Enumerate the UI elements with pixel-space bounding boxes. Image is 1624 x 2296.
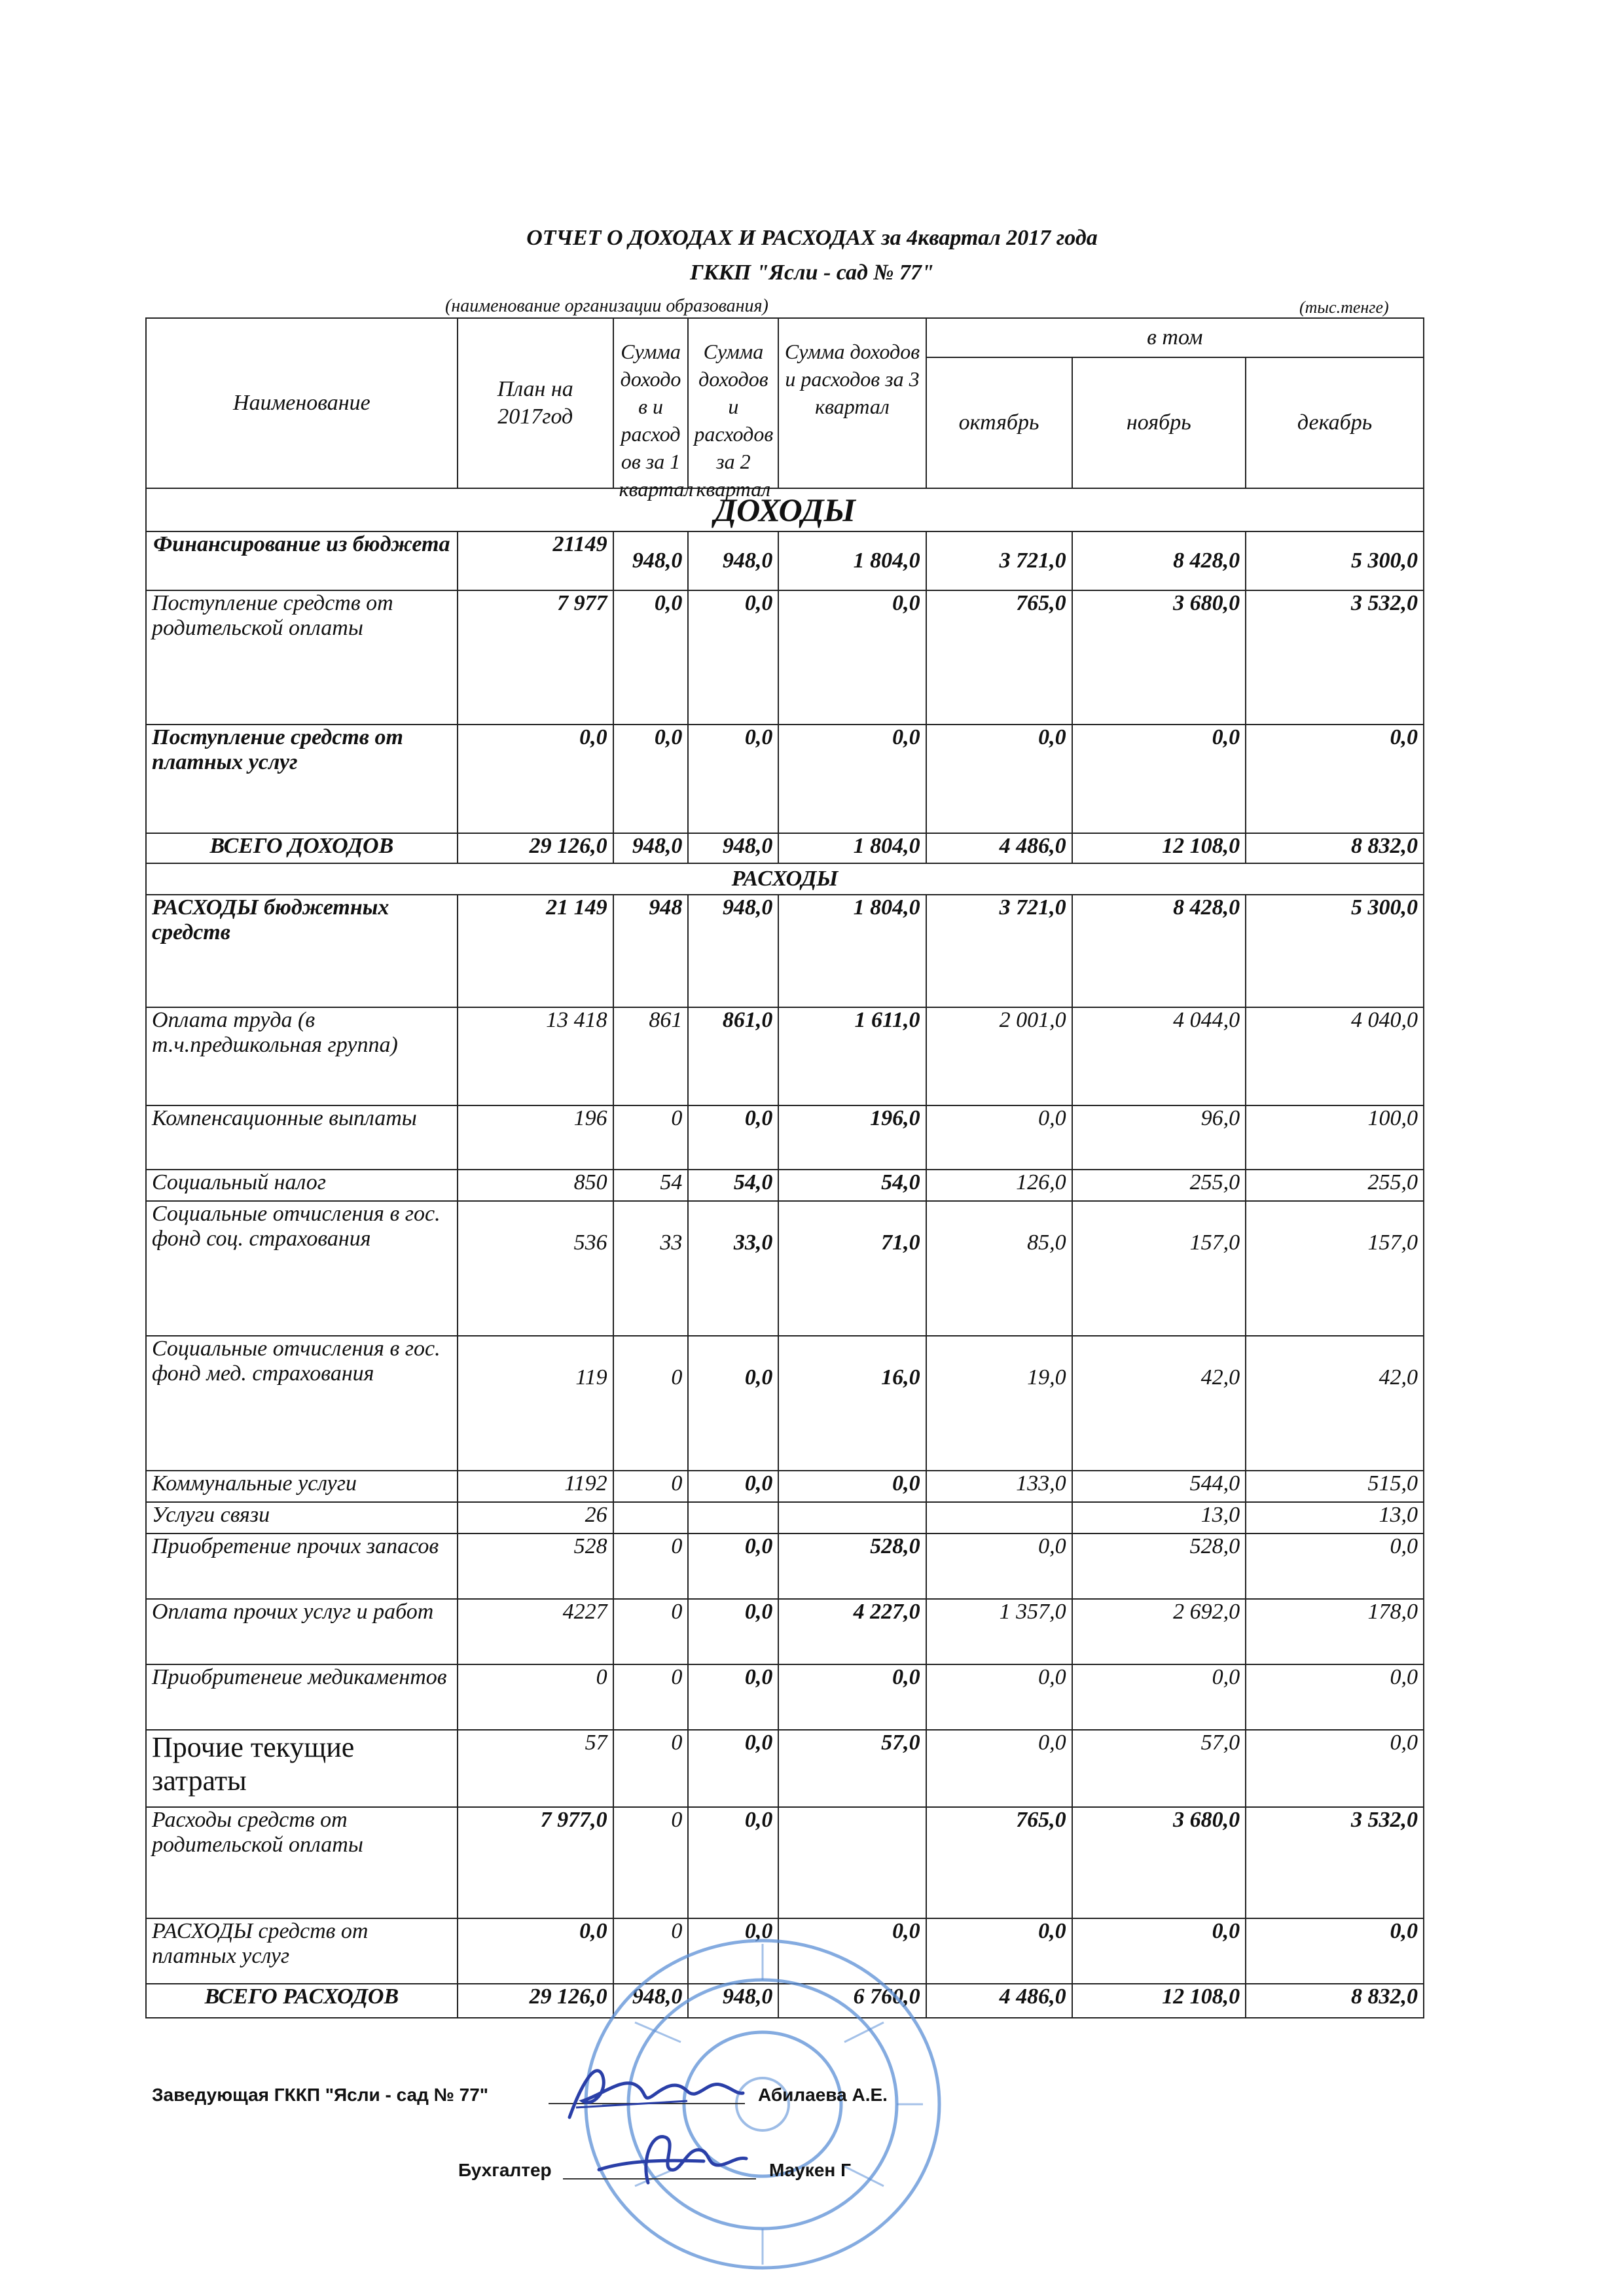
row-label: Услуги связи	[146, 1502, 458, 1534]
cell-q1: 54	[613, 1170, 689, 1201]
col-header-group: в том	[926, 318, 1424, 357]
cell-q2: 54,0	[688, 1170, 778, 1201]
cell-oct: 0,0	[926, 1730, 1072, 1807]
cell-dec: 8 832,0	[1246, 833, 1424, 863]
cell-plan: 0	[458, 1664, 613, 1730]
cell-oct: 1 357,0	[926, 1599, 1072, 1664]
cell-q1	[613, 1502, 689, 1534]
cell-q2: 0,0	[688, 1918, 778, 1984]
cell-q3: 54,0	[778, 1170, 926, 1201]
row-label: Коммунальные услуги	[146, 1471, 458, 1502]
cell-dec: 42,0	[1246, 1336, 1424, 1471]
cell-q3	[778, 1807, 926, 1918]
cell-oct: 126,0	[926, 1170, 1072, 1201]
report-table	[145, 317, 1424, 2018]
row-label: Социальные отчисления в гос. фонд соц. страхования	[146, 1201, 458, 1336]
cell-nov: 0,0	[1072, 725, 1246, 833]
table-row	[146, 1105, 1424, 1170]
cell-plan: 4227	[458, 1599, 613, 1664]
col-header-plan: План на 2017год	[458, 318, 613, 488]
col-header-name: Наименование	[146, 318, 458, 488]
cell-oct: 85,0	[926, 1201, 1072, 1336]
cell-oct: 19,0	[926, 1336, 1072, 1471]
cell-q1: 861	[613, 1007, 689, 1105]
cell-oct: 0,0	[926, 725, 1072, 833]
cell-q2: 0,0	[688, 1599, 778, 1664]
row-label: Приобретение прочих запасов	[146, 1534, 458, 1599]
table-row	[146, 1201, 1424, 1336]
cell-q2: 0,0	[688, 1105, 778, 1170]
cell-nov: 96,0	[1072, 1105, 1246, 1170]
cell-plan: 7 977	[458, 590, 613, 725]
cell-nov: 0,0	[1072, 1664, 1246, 1730]
cell-q3: 0,0	[778, 1918, 926, 1984]
cell-q3: 57,0	[778, 1730, 926, 1807]
table-row	[146, 1664, 1424, 1730]
table-row	[146, 590, 1424, 725]
cell-oct: 4 486,0	[926, 833, 1072, 863]
accountant-signature-label: Бухгалтер	[458, 2160, 552, 2180]
cell-q2: 861,0	[688, 1007, 778, 1105]
col-header-q3: Сумма доходов и расходов за 3 квартал	[778, 318, 926, 488]
cell-q3: 4 227,0	[778, 1599, 926, 1664]
cell-dec: 255,0	[1246, 1170, 1424, 1201]
cell-nov: 4 044,0	[1072, 1007, 1246, 1105]
table-row	[146, 1807, 1424, 1918]
cell-q1: 948,0	[613, 531, 689, 590]
cell-nov: 3 680,0	[1072, 590, 1246, 725]
col-header-q1: Сумма доходо в и расход ов за 1 квартал	[613, 318, 689, 488]
cell-q3: 528,0	[778, 1534, 926, 1599]
head-signature-label: Заведующая ГККП "Ясли - сад № 77"	[152, 2085, 489, 2105]
cell-nov: 2 692,0	[1072, 1599, 1246, 1664]
cell-q1: 0	[613, 1336, 689, 1471]
cell-oct: 133,0	[926, 1471, 1072, 1502]
row-label: Финансирование из бюджета	[146, 531, 458, 590]
row-label: Социальные отчисления в гос. фонд мед. страхования	[146, 1336, 458, 1471]
cell-q1: 948	[613, 895, 689, 1007]
cell-nov: 57,0	[1072, 1730, 1246, 1807]
cell-q3: 0,0	[778, 1664, 926, 1730]
cell-q2: 0,0	[688, 590, 778, 725]
cell-dec: 5 300,0	[1246, 895, 1424, 1007]
cell-dec: 3 532,0	[1246, 1807, 1424, 1918]
cell-plan: 21149	[458, 531, 613, 590]
cell-q2: 948,0	[688, 833, 778, 863]
cell-nov: 13,0	[1072, 1502, 1246, 1534]
cell-q1: 0	[613, 1534, 689, 1599]
cell-q2: 33,0	[688, 1201, 778, 1336]
cell-q1: 0,0	[613, 725, 689, 833]
cell-dec: 8 832,0	[1246, 1984, 1424, 2018]
cell-oct: 0,0	[926, 1918, 1072, 1984]
cell-q1: 0	[613, 1105, 689, 1170]
cell-nov: 255,0	[1072, 1170, 1246, 1201]
cell-q2	[688, 1502, 778, 1534]
cell-plan: 528	[458, 1534, 613, 1599]
section-expenses: РАСХОДЫ	[146, 863, 1424, 895]
table-row	[146, 895, 1424, 1007]
cell-q3: 0,0	[778, 590, 926, 725]
cell-plan: 850	[458, 1170, 613, 1201]
row-label: Поступление средств от платных услуг	[146, 725, 458, 833]
cell-dec: 5 300,0	[1246, 531, 1424, 590]
table-row	[146, 1502, 1424, 1534]
head-signature	[556, 2055, 753, 2127]
cell-oct: 3 721,0	[926, 531, 1072, 590]
cell-nov: 8 428,0	[1072, 531, 1246, 590]
table-row	[146, 1471, 1424, 1502]
cell-oct: 0,0	[926, 1664, 1072, 1730]
cell-q2: 948,0	[688, 1984, 778, 2018]
cell-q3: 1 804,0	[778, 833, 926, 863]
cell-q2: 948,0	[688, 531, 778, 590]
col-header-q2: Сумма доходов и расходов за 2 квартал	[688, 318, 778, 488]
cell-oct: 765,0	[926, 1807, 1072, 1918]
table-row	[146, 1007, 1424, 1105]
cell-dec: 157,0	[1246, 1201, 1424, 1336]
table-row	[146, 1170, 1424, 1201]
cell-q2: 0,0	[688, 725, 778, 833]
cell-plan: 0,0	[458, 725, 613, 833]
cell-plan: 196	[458, 1105, 613, 1170]
cell-dec: 0,0	[1246, 1730, 1424, 1807]
cell-nov: 8 428,0	[1072, 895, 1246, 1007]
cell-nov: 3 680,0	[1072, 1807, 1246, 1918]
cell-q2: 948,0	[688, 895, 778, 1007]
table-row	[146, 1730, 1424, 1807]
cell-plan: 13 418	[458, 1007, 613, 1105]
cell-dec: 13,0	[1246, 1502, 1424, 1534]
row-label: ВСЕГО РАСХОДОВ	[146, 1984, 458, 2018]
cell-plan: 57	[458, 1730, 613, 1807]
cell-q1: 0,0	[613, 590, 689, 725]
cell-q1: 0	[613, 1918, 689, 1984]
cell-plan: 29 126,0	[458, 833, 613, 863]
cell-q1: 948,0	[613, 833, 689, 863]
col-header-dec: декабрь	[1246, 357, 1424, 488]
table-row-total	[146, 833, 1424, 863]
cell-dec: 3 532,0	[1246, 590, 1424, 725]
cell-q3: 1 611,0	[778, 1007, 926, 1105]
row-label: РАСХОДЫ бюджетных средств	[146, 895, 458, 1007]
cell-oct	[926, 1502, 1072, 1534]
cell-oct: 2 001,0	[926, 1007, 1072, 1105]
cell-plan: 1192	[458, 1471, 613, 1502]
cell-oct: 0,0	[926, 1534, 1072, 1599]
cell-q1: 948,0	[613, 1984, 689, 2018]
head-name: Абилаева А.Е.	[758, 2085, 888, 2105]
cell-q1: 0	[613, 1730, 689, 1807]
row-label: Приобритенеие медикаментов	[146, 1664, 458, 1730]
cell-nov: 0,0	[1072, 1918, 1246, 1984]
accountant-signature	[589, 2121, 759, 2193]
table-row	[146, 725, 1424, 833]
cell-oct: 765,0	[926, 590, 1072, 725]
cell-plan: 0,0	[458, 1918, 613, 1984]
table-row	[146, 1534, 1424, 1599]
cell-q1: 33	[613, 1201, 689, 1336]
row-label: ВСЕГО ДОХОДОВ	[146, 833, 458, 863]
cell-q2: 0,0	[688, 1807, 778, 1918]
cell-oct: 3 721,0	[926, 895, 1072, 1007]
cell-plan: 21 149	[458, 895, 613, 1007]
cell-q3: 196,0	[778, 1105, 926, 1170]
cell-q1: 0	[613, 1664, 689, 1730]
col-header-nov: ноябрь	[1072, 357, 1246, 488]
row-label: Социальный налог	[146, 1170, 458, 1201]
row-label: Оплата прочих услуг и работ	[146, 1599, 458, 1664]
organization-caption: (наименование организации образования)	[445, 296, 768, 316]
cell-dec: 4 040,0	[1246, 1007, 1424, 1105]
cell-q3: 0,0	[778, 725, 926, 833]
table-row	[146, 531, 1424, 590]
section-income: ДОХОДЫ	[146, 488, 1424, 531]
cell-q1: 0	[613, 1807, 689, 1918]
units-label: (тыс.тенге)	[1299, 298, 1389, 317]
cell-nov: 528,0	[1072, 1534, 1246, 1599]
row-label: Компенсационные выплаты	[146, 1105, 458, 1170]
cell-q2: 0,0	[688, 1730, 778, 1807]
cell-q3: 16,0	[778, 1336, 926, 1471]
cell-dec: 100,0	[1246, 1105, 1424, 1170]
cell-nov: 157,0	[1072, 1201, 1246, 1336]
cell-q2: 0,0	[688, 1664, 778, 1730]
cell-nov: 42,0	[1072, 1336, 1246, 1471]
cell-q2: 0,0	[688, 1471, 778, 1502]
cell-q2: 0,0	[688, 1534, 778, 1599]
cell-dec: 0,0	[1246, 1534, 1424, 1599]
cell-plan: 26	[458, 1502, 613, 1534]
cell-plan: 29 126,0	[458, 1984, 613, 2018]
row-label: Оплата труда (в т.ч.предшкольная группа)	[146, 1007, 458, 1105]
row-label: Поступление средств от родительской оплаты	[146, 590, 458, 725]
cell-dec: 515,0	[1246, 1471, 1424, 1502]
cell-dec: 178,0	[1246, 1599, 1424, 1664]
cell-oct: 0,0	[926, 1105, 1072, 1170]
cell-q3: 1 804,0	[778, 895, 926, 1007]
row-label: РАСХОДЫ средств от платных услуг	[146, 1918, 458, 1984]
cell-q3: 0,0	[778, 1471, 926, 1502]
cell-plan: 536	[458, 1201, 613, 1336]
col-header-oct: октябрь	[926, 357, 1072, 488]
cell-dec: 0,0	[1246, 1664, 1424, 1730]
cell-dec: 0,0	[1246, 725, 1424, 833]
row-label: Расходы средств от родительской оплаты	[146, 1807, 458, 1918]
report-title: ОТЧЕТ О ДОХОДАХ И РАСХОДАХ за 4квартал 2017 года	[526, 226, 1098, 250]
cell-q3: 6 760,0	[778, 1984, 926, 2018]
cell-dec: 0,0	[1246, 1918, 1424, 1984]
cell-q3: 71,0	[778, 1201, 926, 1336]
cell-nov: 12 108,0	[1072, 833, 1246, 863]
cell-oct: 4 486,0	[926, 1984, 1072, 2018]
cell-plan: 7 977,0	[458, 1807, 613, 1918]
accountant-name: Маукен Г	[769, 2160, 851, 2180]
cell-nov: 544,0	[1072, 1471, 1246, 1502]
table-row	[146, 1336, 1424, 1471]
cell-q2: 0,0	[688, 1336, 778, 1471]
cell-q1: 0	[613, 1471, 689, 1502]
cell-q1: 0	[613, 1599, 689, 1664]
cell-nov: 12 108,0	[1072, 1984, 1246, 2018]
cell-q3	[778, 1502, 926, 1534]
organization-name: ГККП "Ясли - сад № 77"	[690, 260, 934, 285]
table-row	[146, 1599, 1424, 1664]
cell-plan: 119	[458, 1336, 613, 1471]
cell-q3: 1 804,0	[778, 531, 926, 590]
row-label: Прочие текущие затраты	[146, 1730, 458, 1807]
